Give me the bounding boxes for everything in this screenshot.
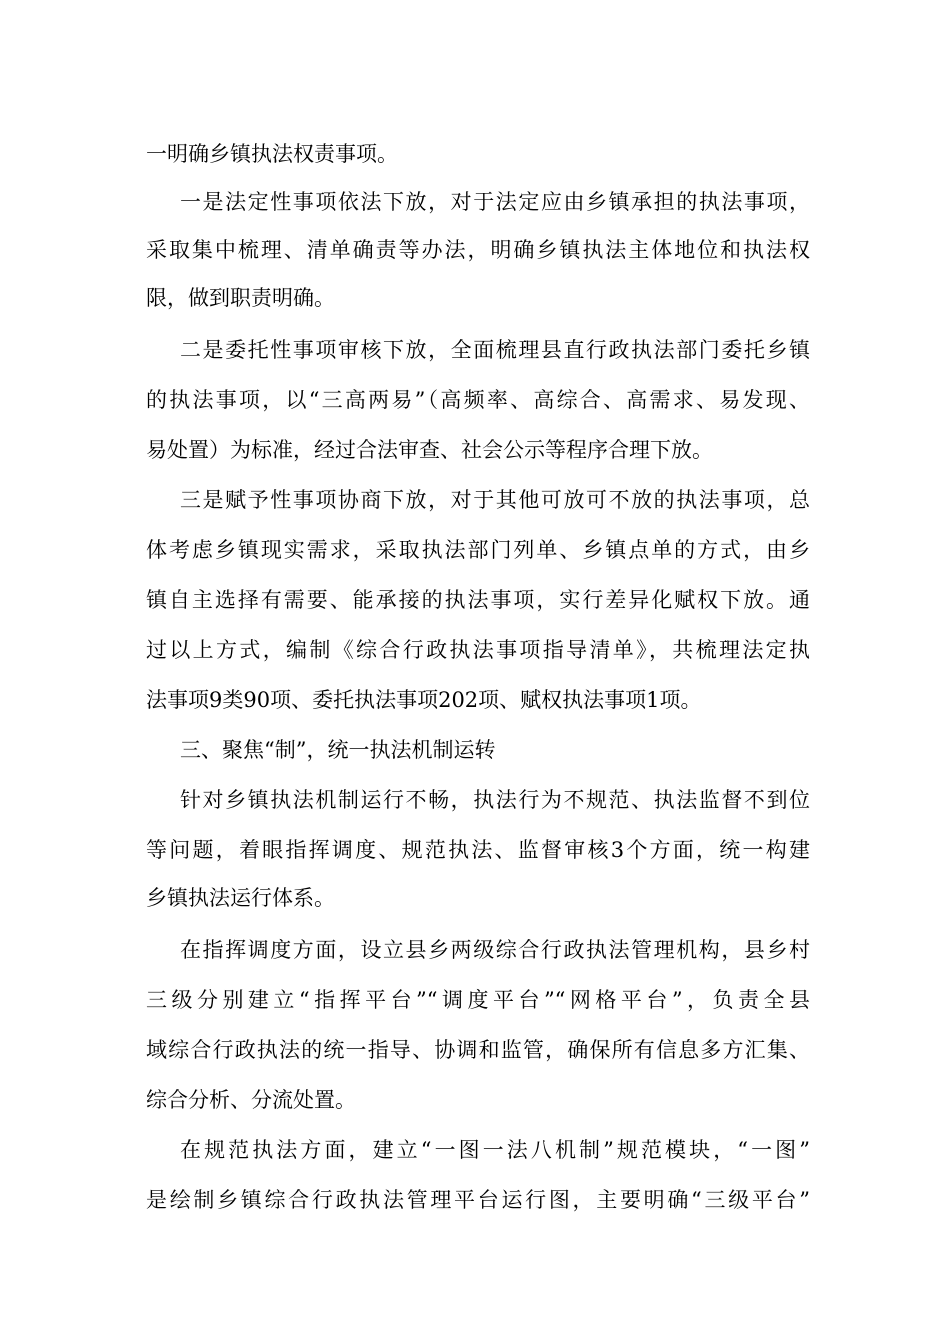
text-line: 三级分别建立“指挥平台”“调度平台”“网格平台”，负责全县 [146,988,810,1012]
text-line: 一明确乡镇执法权责事项。 [146,142,398,166]
text-line: 域综合行政执法的统一指导、协调和监管，确保所有信息多方汇集、 [146,1038,810,1062]
text-line: 等问题，着眼指挥调度、规范执法、监督审核3个方面，统一构建 [146,838,810,862]
text-line: 乡镇执法运行体系。 [146,886,335,910]
text-line: 三是赋予性事项协商下放，对于其他可放可不放的执法事项，总 [180,488,810,512]
text-line: 在规范执法方面，建立“一图一法八机制”规范模块，“一图” [180,1138,810,1162]
text-line: 是绘制乡镇综合行政执法管理平台运行图，主要明确“三级平台” [146,1188,810,1212]
text-line: 法事项9类90项、委托执法事项202项、赋权执法事项1项。 [146,688,702,712]
text-line: 的执法事项，以“三高两易”（高频率、高综合、高需求、易发现、 [146,388,810,412]
text-line: 限，做到职责明确。 [146,286,335,310]
section-heading: 三、聚焦“制”，统一执法机制运转 [180,738,496,762]
text-line: 过以上方式，编制《综合行政执法事项指导清单》，共梳理法定执 [146,638,810,662]
text-line: 镇自主选择有需要、能承接的执法事项，实行差异化赋权下放。通 [146,588,810,612]
text-line: 采取集中梳理、清单确责等办法，明确乡镇执法主体地位和执法权 [146,238,810,262]
text-line: 二是委托性事项审核下放，全面梳理县直行政执法部门委托乡镇 [180,338,810,362]
text-line: 易处置）为标准，经过合法审查、社会公示等程序合理下放。 [146,438,713,462]
text-line: 针对乡镇执法机制运行不畅，执法行为不规范、执法监督不到位 [180,788,810,812]
text-line: 体考虑乡镇现实需求，采取执法部门列单、乡镇点单的方式，由乡 [146,538,810,562]
text-line: 综合分析、分流处置。 [146,1088,356,1112]
text-line: 一是法定性事项依法下放，对于法定应由乡镇承担的执法事项， [180,190,810,214]
text-line: 在指挥调度方面，设立县乡两级综合行政执法管理机构，县乡村 [180,938,810,962]
